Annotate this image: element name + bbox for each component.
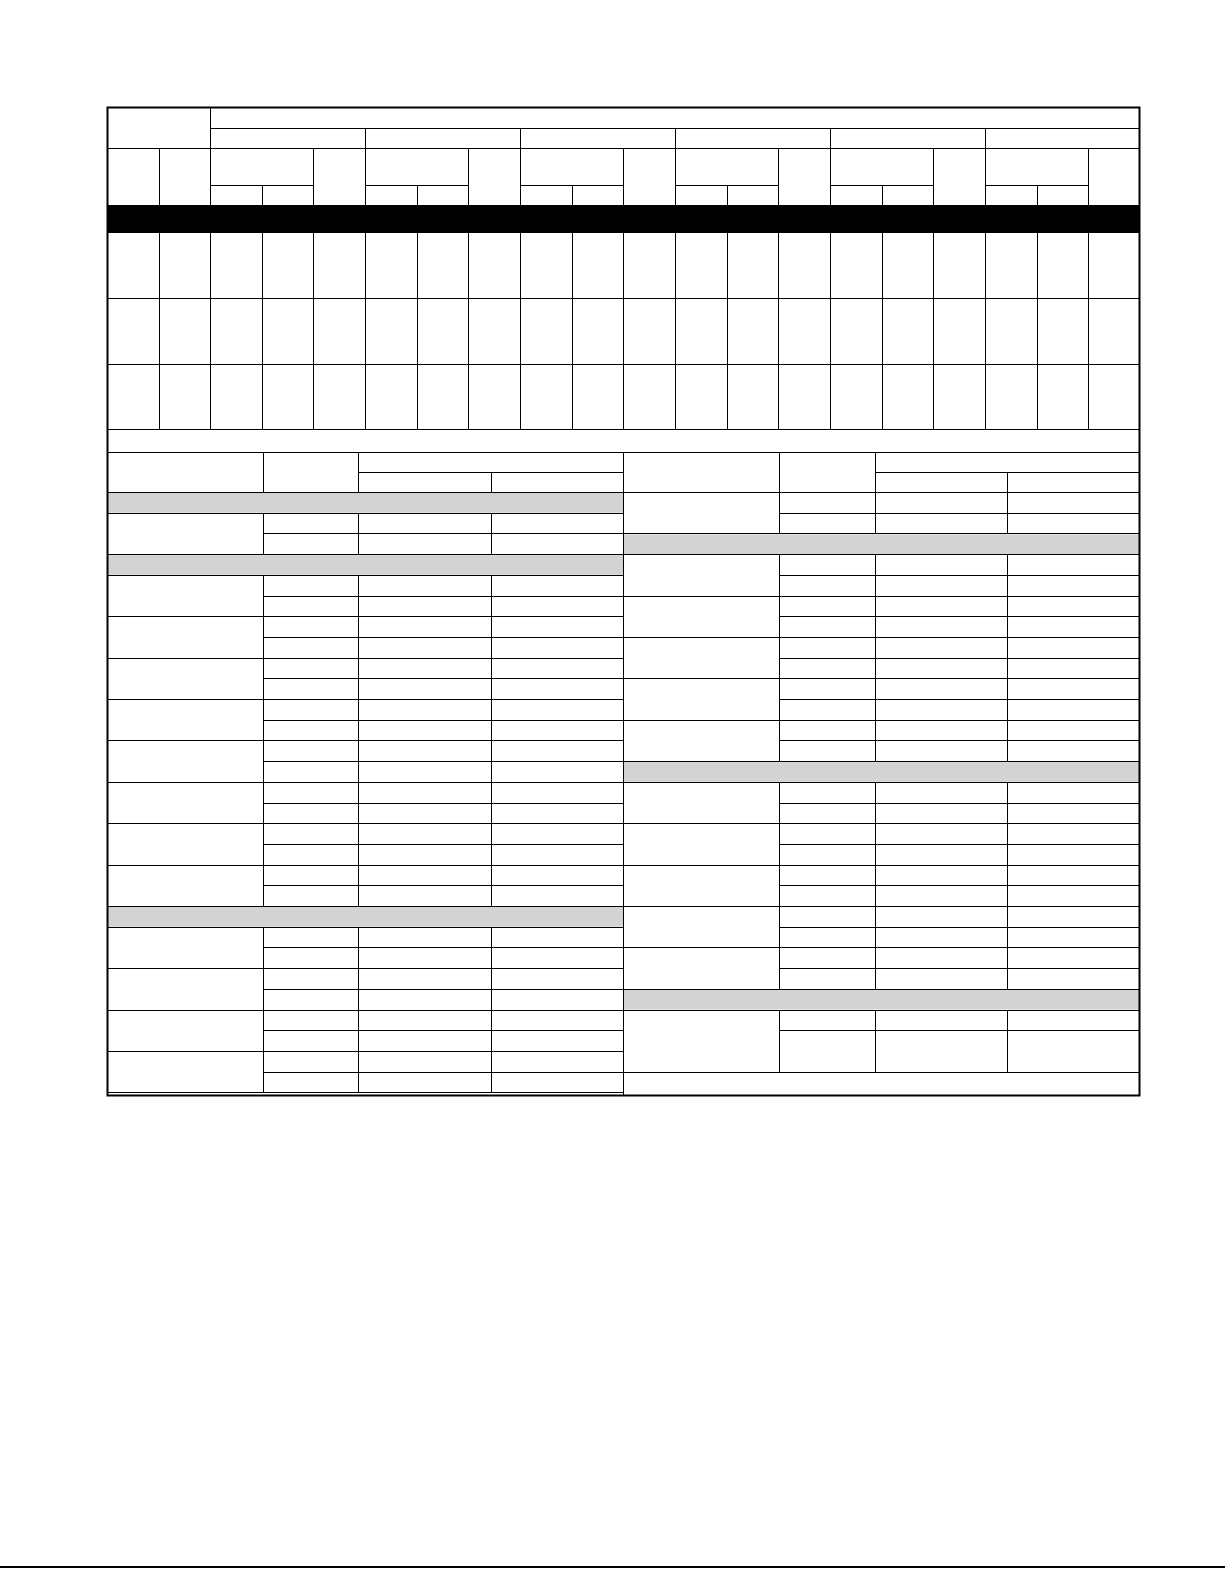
form-grid-lines: [107, 107, 1139, 1095]
left-section-header: [108, 907, 623, 927]
page-bottom-rule: [0, 1566, 1225, 1568]
right-section-header: [624, 990, 1139, 1010]
right-section-header: [624, 534, 1139, 554]
black-band: [107, 205, 1139, 233]
right-section-header: [624, 762, 1139, 782]
left-section-header: [108, 555, 623, 575]
left-section-header: [108, 493, 623, 513]
